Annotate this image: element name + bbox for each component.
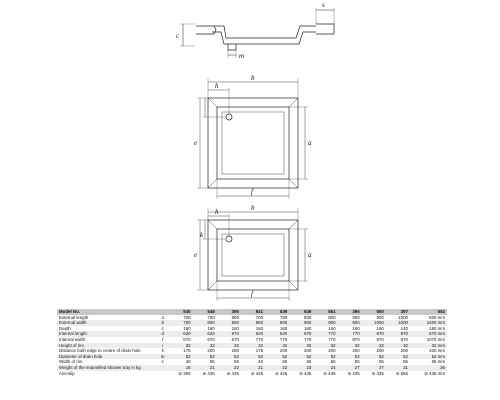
table-cell: 40 (258, 359, 264, 365)
table-cell: 52 (265, 354, 289, 360)
table-cell: 36 (410, 365, 447, 371)
table-cell: 32 (265, 343, 289, 349)
table-cell: 1000 (398, 314, 408, 320)
table-cell: 870 (362, 331, 386, 337)
table-cell: 32 (193, 343, 217, 349)
row-label: Diameter of drain hole (57, 354, 157, 360)
table-cell: 750 (279, 314, 288, 320)
table-cell: 600 mm (429, 314, 445, 320)
table-cell: 21 (241, 365, 265, 371)
table-cell: 670 (231, 336, 239, 342)
table-cell: 700 (255, 314, 264, 320)
table-cell: 551 (313, 309, 337, 315)
table-cell: 65 (354, 359, 360, 365)
table-cell: ⊘ 435 (347, 370, 360, 376)
dimension-key: c (161, 325, 164, 331)
table-cell: 52 (362, 354, 386, 360)
table-cell: 200 (279, 348, 288, 354)
table-cell: 770 (328, 336, 336, 342)
row-label: External width (57, 320, 157, 326)
table-cell: 800 (304, 314, 312, 320)
table-cell: 670 (183, 336, 191, 342)
dimensions-table (57, 309, 447, 376)
label-e-2: e (194, 251, 198, 259)
table-cell: 40 (185, 359, 191, 365)
table-cell: 552 (410, 309, 447, 315)
table-cell: 396 (338, 309, 362, 315)
table-cell: 160 (231, 325, 239, 331)
table-cell: 32 (217, 343, 241, 349)
table-cell: 200 (304, 348, 312, 354)
label-a: a (308, 139, 312, 147)
table-cell: 52 (217, 354, 241, 360)
table-cell: ⊘ 435 (299, 370, 312, 376)
table-cell: 750 (207, 314, 215, 320)
label-s: s (322, 1, 325, 9)
table-cell: 160 (279, 325, 288, 331)
table-cell: 900 (289, 320, 313, 326)
table-cell: ⊘ 566 (395, 370, 408, 376)
table-cell: 32 (289, 343, 313, 349)
plan-view-upper (197, 78, 308, 199)
table-cell: 65 (306, 359, 312, 365)
row-label: Anti-slip (59, 370, 75, 376)
table-cell: 620 (168, 331, 192, 337)
table-cell: 548 (193, 309, 217, 315)
table-cell: 52 (168, 354, 192, 360)
label-b-2: b (251, 204, 255, 212)
label-f-2: f (251, 290, 253, 298)
table-cell: 200 (207, 348, 215, 354)
table-cell: 175 (183, 348, 191, 354)
table-cell: 160 (328, 325, 336, 331)
table-cell: 52 (241, 354, 265, 360)
table-cell: 65 (234, 359, 239, 365)
table-cell: 32 (241, 343, 265, 349)
table-cell: 160 mm (429, 325, 445, 331)
table-cell: 140 (400, 325, 408, 331)
table-cell: 700 (183, 314, 191, 320)
row-label: Internal length (57, 331, 157, 337)
table-cell: 870 (400, 336, 408, 342)
table-cell: 620 (241, 331, 265, 337)
table-cell: 770 (255, 336, 264, 342)
table-cell: 52 mm (410, 354, 447, 360)
table-cell: 32 (386, 343, 410, 349)
table-cell: ⊘ 435 (250, 370, 264, 376)
table-cell: 800 (217, 320, 241, 326)
table-cell: 550 (362, 309, 386, 315)
table-cell: 65 (209, 359, 215, 365)
table-cell: ⊘ 435 (226, 370, 239, 376)
table-cell: 22 (217, 365, 241, 371)
table-cell: 65 (403, 359, 408, 365)
row-label: External length (59, 314, 89, 320)
dimension-key: a (161, 314, 164, 320)
dimension-key: i (157, 343, 168, 349)
table-cell: 52 (193, 354, 217, 360)
table-cell: 32 mm (410, 343, 447, 349)
table-cell: 900 (265, 320, 289, 326)
table-cell: 27 (362, 365, 386, 371)
table-cell: 175 (255, 348, 264, 354)
table-cell: ⊘ 435 (202, 370, 215, 376)
table-cell: 160 (183, 325, 191, 331)
table-cell: 670 (289, 331, 313, 337)
table-cell: 65 (378, 359, 384, 365)
table-cell: 52 (386, 354, 410, 360)
table-cell: 200 (400, 348, 408, 354)
table-cell: 870 (386, 331, 410, 337)
table-cell: 1070 mm (426, 336, 445, 342)
table-cell: 397 (386, 309, 410, 315)
table-cell: ⊘ 435 (323, 370, 336, 376)
table-cell: 160 (207, 325, 215, 331)
table-cell: 770 (279, 336, 288, 342)
table-cell: 22 (265, 365, 289, 371)
label-a-2: a (308, 251, 312, 259)
table-cell: 31 (386, 365, 410, 371)
table-cell: 850 (241, 320, 265, 326)
table-cell: 541 (241, 309, 265, 315)
label-m: m (239, 52, 245, 60)
table-cell: 16 (168, 365, 192, 371)
table-cell: 620 (265, 331, 289, 337)
table-row (57, 371, 447, 377)
table-cell: ⊘ 435 (371, 370, 384, 376)
table-cell: 32 (338, 343, 362, 349)
table-cell: 1000 (386, 320, 410, 326)
table-cell: 27 (338, 365, 362, 371)
table-cell: 200 (352, 348, 360, 354)
table-cell: 200 (328, 348, 336, 354)
table-cell: 1200 mm (410, 320, 447, 326)
label-b: b (251, 74, 255, 82)
table-cell: 160 (376, 325, 384, 331)
label-h-2: h (215, 208, 219, 216)
dimension-key: s (161, 359, 164, 365)
table-cell: 395 (217, 309, 241, 315)
table-cell: 65 (282, 359, 288, 365)
table-cell: ⊘ 435 mm (424, 370, 445, 376)
table-cell: 21 (193, 365, 217, 371)
dimension-key: f (162, 336, 164, 342)
table-cell: 200 (376, 348, 384, 354)
table-cell: 160 (255, 325, 264, 331)
table-cell: 900 (338, 320, 362, 326)
table-cell: 670 mm (410, 331, 447, 337)
table-cell: 540 (168, 309, 192, 315)
table-cell: 670 (217, 331, 241, 337)
table-cell: 900 (313, 320, 337, 326)
table-cell: 32 (362, 343, 386, 349)
row-label: Height of rim (57, 343, 157, 349)
table-cell: 870 (376, 336, 384, 342)
table-cell: 539 (265, 309, 289, 315)
table-cell: 200 mm (429, 348, 445, 354)
table-cell: 32 (313, 343, 337, 349)
table-cell: 160 (352, 325, 360, 331)
label-k: h (215, 82, 219, 90)
table-cell: 670 (207, 336, 215, 342)
label-k-2: k (200, 231, 204, 239)
table-cell: 1000 (362, 320, 386, 326)
table-cell: 800 (193, 320, 217, 326)
table-cell: 870 (352, 336, 360, 342)
table-cell: 770 (338, 331, 362, 337)
table-cell: 23 (289, 365, 313, 371)
row-label: Model No. (57, 309, 157, 315)
side-section-view (180, 8, 334, 58)
row-label: Distance both edge to centre of drain hole (59, 348, 141, 354)
dimension-key: b (157, 320, 168, 326)
label-f: f (251, 188, 253, 196)
table-cell: 200 (231, 348, 239, 354)
label-e: e (194, 139, 198, 147)
table-cell: 549 (289, 309, 313, 315)
table-cell: 52 (313, 354, 337, 360)
label-c: c (176, 32, 180, 40)
row-label: Width of rim (59, 359, 83, 365)
table-cell: 770 (313, 331, 337, 337)
row-label: Weight of the enamelled shower tray in kg (57, 365, 157, 371)
dimension-key (157, 371, 168, 377)
table-cell: ⊘ 299 (178, 370, 191, 376)
table-cell: 24 (313, 365, 337, 371)
dimension-key: k (161, 348, 164, 354)
dimensions-table-body (57, 309, 447, 376)
table-cell: ⊘ 435 (274, 370, 288, 376)
table-cell: 620 (193, 331, 217, 337)
row-label: Internal width (59, 336, 86, 342)
table-cell: 770 (304, 336, 312, 342)
table-cell: 900 (376, 314, 384, 320)
dimension-key: d (157, 331, 168, 337)
table-cell: 160 (304, 325, 312, 331)
table-cell: 52 (338, 354, 362, 360)
table-cell: 52 (289, 354, 313, 360)
table-cell: 900 (352, 314, 360, 320)
table-cell: 750 (168, 320, 192, 326)
table-cell: 65 mm (431, 359, 445, 365)
plan-view-lower (197, 208, 308, 301)
table-cell: 65 (330, 359, 336, 365)
table-cell: 800 (231, 314, 239, 320)
table-cell: 800 (328, 314, 336, 320)
dimension-key: m (157, 354, 168, 360)
row-label: Depth (59, 325, 71, 331)
table-cell: 32 (168, 343, 192, 349)
